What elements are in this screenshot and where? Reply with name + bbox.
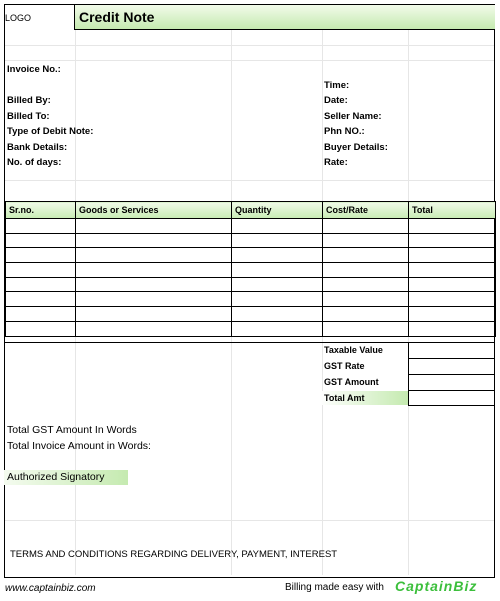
column-header: Sr.no. (6, 202, 76, 219)
table-cell[interactable] (6, 307, 76, 322)
table-cell[interactable] (409, 233, 496, 248)
table-cell[interactable] (232, 307, 323, 322)
table-row (6, 263, 496, 278)
table-cell[interactable] (76, 292, 232, 307)
table-cell[interactable] (409, 321, 496, 336)
table-cell[interactable] (232, 233, 323, 248)
table-row (6, 219, 496, 234)
table-cell[interactable] (6, 219, 76, 234)
table-row (6, 321, 496, 336)
column-header: Total (409, 202, 496, 219)
table-cell[interactable] (232, 263, 323, 278)
table-row (6, 277, 496, 292)
gridline (5, 60, 494, 61)
invoice-no-label: Invoice No.: (7, 64, 61, 75)
table-cell[interactable] (232, 248, 323, 263)
seller-name-label: Seller Name: (324, 111, 382, 122)
table-cell[interactable] (76, 233, 232, 248)
authorized-signatory-label: Authorized Signatory (7, 471, 105, 483)
rate-label: Rate: (324, 157, 348, 168)
table-cell[interactable] (232, 292, 323, 307)
table-cell[interactable] (323, 219, 409, 234)
table-cell[interactable] (409, 277, 496, 292)
table-cell[interactable] (409, 307, 496, 322)
table-cell[interactable] (6, 248, 76, 263)
table-cell[interactable] (6, 277, 76, 292)
gst-amount-in-words-label: Total GST Amount In Words (7, 424, 137, 436)
gridline (5, 520, 494, 521)
table-cell[interactable] (323, 233, 409, 248)
total-amt-label: Total Amt (324, 393, 365, 403)
table-cell[interactable] (409, 263, 496, 278)
page-title: Credit Note (79, 9, 155, 25)
gridline (5, 180, 494, 181)
billed-to-label: Billed To: (7, 111, 50, 122)
table-cell[interactable] (6, 292, 76, 307)
logo-placeholder: LOGO (5, 13, 32, 23)
table-cell[interactable] (323, 248, 409, 263)
billed-by-label: Billed By: (7, 95, 51, 106)
column-header: Goods or Services (76, 202, 232, 219)
time-label: Time: (324, 80, 350, 91)
no-of-days-label: No. of days: (7, 157, 62, 168)
table-row (6, 233, 496, 248)
table-cell[interactable] (409, 219, 496, 234)
table-row (6, 248, 496, 263)
table-cell[interactable] (409, 248, 496, 263)
website-link[interactable]: www.captainbiz.com (5, 583, 96, 594)
table-cell[interactable] (76, 219, 232, 234)
gst-amount-label: GST Amount (324, 377, 379, 387)
table-cell[interactable] (409, 292, 496, 307)
table-row (6, 292, 496, 307)
table-cell[interactable] (76, 321, 232, 336)
table-cell[interactable] (6, 263, 76, 278)
buyer-details-label: Buyer Details: (324, 142, 388, 153)
items-table (5, 201, 496, 337)
bank-details-label: Bank Details: (7, 142, 68, 153)
table-cell[interactable] (323, 277, 409, 292)
table-row (6, 307, 496, 322)
invoice-amount-in-words-label: Total Invoice Amount in Words: (7, 440, 151, 452)
gridline (5, 45, 494, 46)
table-cell[interactable] (76, 248, 232, 263)
summary-line (409, 374, 495, 375)
summary-value-box (408, 342, 495, 406)
column-header: Quantity (232, 202, 323, 219)
summary-line (409, 405, 495, 406)
debit-note-type-label: Type of Debit Note: (7, 126, 94, 137)
summary-line (409, 390, 495, 391)
table-cell[interactable] (76, 263, 232, 278)
table-cell[interactable] (232, 219, 323, 234)
table-cell[interactable] (76, 277, 232, 292)
table-cell[interactable] (323, 263, 409, 278)
date-label: Date: (324, 95, 348, 106)
table-cell[interactable] (232, 277, 323, 292)
table-cell[interactable] (6, 321, 76, 336)
taxable-value-label: Taxable Value (324, 345, 383, 355)
table-cell[interactable] (6, 233, 76, 248)
footer-tagline: Billing made easy with (285, 582, 384, 593)
summary-line (409, 358, 495, 359)
terms-conditions: TERMS AND CONDITIONS REGARDING DELIVERY, PAYMENT, INTEREST (10, 549, 338, 560)
table-cell[interactable] (76, 307, 232, 322)
column-header: Cost/Rate (323, 202, 409, 219)
gst-rate-label: GST Rate (324, 361, 365, 371)
table-cell[interactable] (323, 307, 409, 322)
table-cell[interactable] (232, 321, 323, 336)
table-cell[interactable] (323, 292, 409, 307)
brand-logo: CaptainBiz (395, 578, 478, 594)
table-cell[interactable] (323, 321, 409, 336)
title-bar (74, 5, 495, 30)
phn-no-label: Phn NO.: (324, 126, 365, 137)
items-header-row (6, 202, 496, 219)
